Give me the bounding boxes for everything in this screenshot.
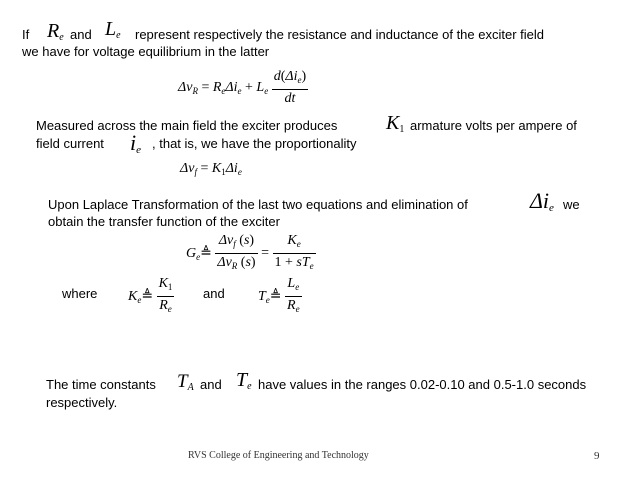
text-voltage-equilibrium: we have for voltage equilibrium in the latter — [22, 44, 270, 59]
symbol-K1: $K_1$ — [386, 112, 405, 135]
equation-proportionality: $\Delta v_f = K_1\Delta i_e$ — [180, 161, 242, 177]
text-transfer-function: obtain the transfer function of the exciter — [48, 214, 280, 229]
text-field-current: field current — [36, 136, 104, 151]
symbol-ie: $i_e$ — [130, 130, 142, 156]
text-time-constants: The time constants — [46, 377, 156, 392]
text-laplace: Upon Laplace Transformation of the last two equations and elimination of — [48, 197, 468, 212]
text-respectively: respectively. — [46, 395, 118, 410]
text-represent: represent respectively the resistance and inductance of the exciter field — [135, 27, 545, 42]
symbol-TA: $T_A$ — [177, 371, 194, 393]
text-where: where — [62, 286, 98, 301]
text-and-3: and — [200, 377, 222, 392]
footer-institution: RVS College of Engineering and Technology — [188, 450, 369, 461]
symbol-Le: $L_e$ — [105, 18, 121, 41]
symbol-Te: $T_e$ — [236, 369, 252, 392]
symbol-Re: $R_e$ — [47, 20, 64, 43]
page-number: 9 — [594, 450, 600, 462]
symbol-delta-ie: $\Delta i_e$ — [530, 188, 554, 214]
equation-Ke: $K_e≜$ $\frac{K_1}{R_e}$ — [128, 276, 173, 314]
text-ranges: have values in the ranges 0.02-0.10 and 0.5-1.0 seconds — [258, 377, 587, 392]
text-and-2: and — [203, 286, 225, 301]
text-we: we — [563, 197, 580, 212]
text-and-1: and — [70, 27, 92, 42]
text-proportionality: , that is, we have the proportionality — [152, 136, 357, 151]
equation-Te: $T_e≜$ $\frac{L_e}{R_e}$ — [258, 276, 300, 314]
equation-voltage: $\Delta v_R = R_e\Delta i_e + L_e$ $\frac{d(\Delta i_e)}{dt}$ — [178, 69, 307, 106]
text-armature-volts: armature volts per ampere of — [410, 118, 577, 133]
text-if: If — [22, 27, 30, 42]
equation-transfer-function: $G_e≜$ $\frac{\Delta v_f (s)}{\Delta v_R (s)}$ = $\frac{K_e}{1 + sT_e}$ — [186, 233, 314, 271]
text-measured: Measured across the main field the exciter produces — [36, 118, 338, 133]
